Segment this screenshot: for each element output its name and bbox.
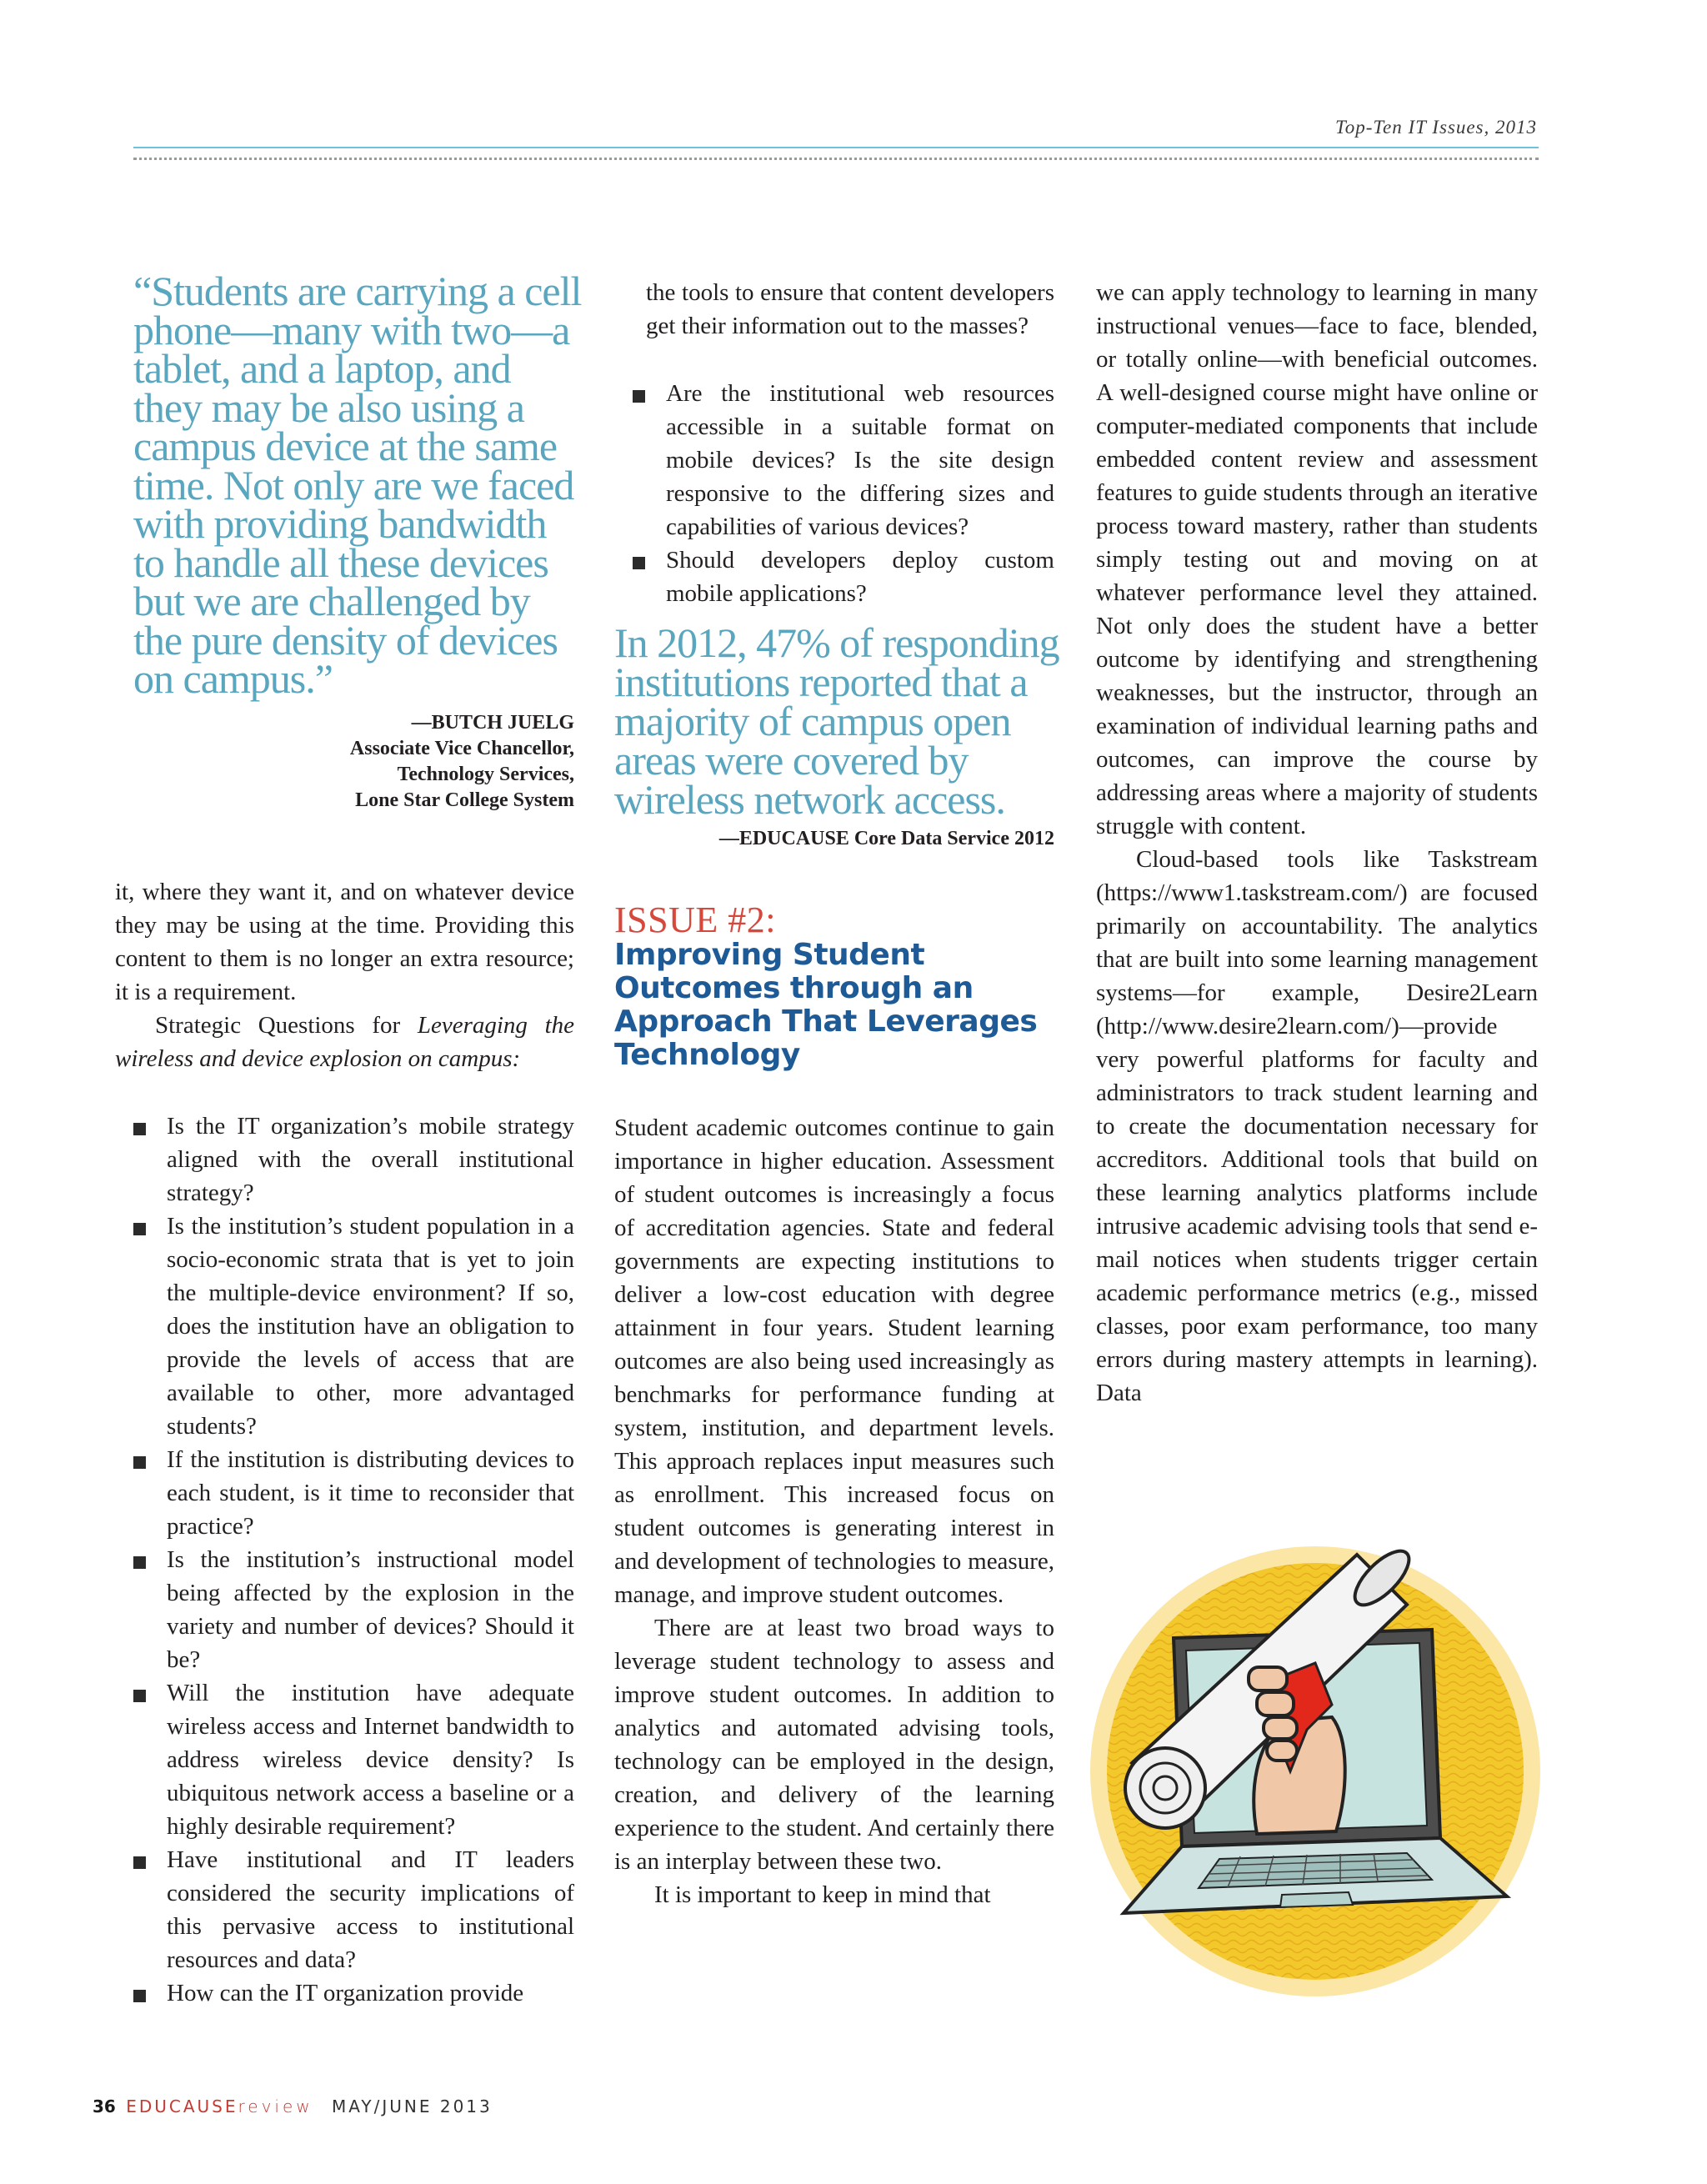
pull-quote-2: In 2012, 47% of responding institutions reported that a majority of campus open areas were covered by wireless network access. <box>614 619 1059 823</box>
issue-title: Improving Student Outcomes through an Approach That Leverages Technology <box>614 938 1038 1072</box>
diploma-laptop-illustration <box>1082 1538 1549 2005</box>
column2-body <box>614 1111 1054 1911</box>
body-paragraph: Student academic outcomes continue to gain importance in higher education. Assessment of student outcomes is increasingly a focus of accreditation agencies. State and federal governments are expecting institutions to deliver a low-cost education with degree attainment in four years. Student learning outcomes are also being used increasingly as benchmarks for performance funding at system, institution, and department levels. This approach replaces input measures such as enrollment. This increased focus on student outcomes is generating interest in and development of technologies to measure, manage, and improve student outcomes. <box>614 1115 1054 1608</box>
list-item: Should developers deploy custom mobile applications? <box>614 543 1054 610</box>
attribution-name: —BUTCH JUELG <box>411 712 574 734</box>
body-paragraph: Cloud-based tools like Taskstream (https://www1.taskstream.com/) are focused primarily on accountability. The analytics that are built into some learning management systems—for example, Desire2Learn (http://www.desire2learn.com/)—provide very powerful platforms for faculty and administrators to track student learning and to create the documentation necessary for accreditors. Additional tools that build on these learning analytics platforms include intrusive academic advising tools that send e-mail notices when students trigger certain academic performance metrics (e.g., missed classes, poor exam performance, too many errors during mastery attempts in learning). Data <box>1096 846 1538 1406</box>
pull-quote-1-attribution <box>275 710 574 814</box>
attribution-department: Technology Services, <box>397 764 574 785</box>
body-paragraph: There are at least two broad ways to leverage student technology to assess and improve student outcomes. In addition to analytics and automated advising tools, technology can be employed in the design, creation, and delivery of the learning experience to the student. And certainly there is an interplay between these two. <box>614 1615 1054 1875</box>
list-item: Is the institution’s instructional model being affected by the explosion in the variety and number of devices? Should it be? <box>115 1543 574 1676</box>
list-item: How can the IT organization provide <box>115 1976 574 2010</box>
strategic-questions-label: Strategic Questions for <box>155 1012 418 1039</box>
attribution-organization: Lone Star College System <box>355 789 574 811</box>
magazine-name: EDUCAUSE <box>126 2096 238 2116</box>
list-item: Is the institution’s student population in a socio-economic strata that is yet to join the multiple-device environment? If so, does the institution have an obligation to provide the levels of access that are available to other, more advantaged students? <box>115 1210 574 1443</box>
page-number: 36 <box>93 2096 116 2116</box>
pull-quote-1: “Students are carrying a cell phone—many with two—a tablet, and a laptop, and they may be also using a campus device at the same time. Not only are we faced with providing bandwidth to handle all these devices but we are challenged by the pure density of devices on campus.” <box>133 268 582 702</box>
list-item: If the institution is distributing devices to each student, is it time to reconsider that practice? <box>115 1443 574 1543</box>
list-item: Will the institution have adequate wireless access and Internet bandwidth to address wireless device density? Is ubiquitous network access a baseline or a highly desirable requirement? <box>115 1676 574 1843</box>
body-paragraph: It is important to keep in mind that <box>654 1881 991 1908</box>
body-paragraph: we can apply technology to learning in many instructional venues—face to face, blended, or totally online—with beneficial outcomes. A well-designed course might have online or computer-mediated components that include embedded content review and assessment features to guide students through an iterative process toward mastery, rather than students simply testing out and moving on at whatever performance level they attained. Not only does the student have a better outcome by identifying and strengthening weaknesses, but the instructor, through an examination of individual learning paths and outcomes, can improve the course by addressing areas where a majority of students struggle with content. <box>1096 279 1538 839</box>
attribution-title: Associate Vice Chancellor, <box>349 738 574 759</box>
strategic-questions-intro <box>115 1009 574 1075</box>
header-rule <box>133 147 1539 148</box>
running-head: Top-Ten IT Issues, 2013 <box>1335 117 1537 138</box>
column1-body <box>115 875 574 1075</box>
column2-continuation <box>646 276 1054 343</box>
column3-body <box>1096 276 1538 1410</box>
column1-question-list <box>115 1110 574 2010</box>
list-item: Are the institutional web resources accessible in a suitable format on mobile devices? Is the site design responsive to the differing sizes and capabilities of various devices? <box>614 377 1054 543</box>
column2-question-list <box>614 377 1054 610</box>
strategic-questions-topic: Leveraging the wireless and device explosion on campus: <box>115 1012 575 1072</box>
header-dotted-rule <box>133 158 1539 160</box>
pull-quote-2-attribution: —EDUCAUSE Core Data Service 2012 <box>718 828 1054 849</box>
issue-date: MAY/JUNE 2013 <box>332 2096 493 2116</box>
magazine-name-suffix: review <box>238 2096 313 2116</box>
list-item: Have institutional and IT leaders considered the security implications of this pervasive access to institutional resources and data? <box>115 1843 574 1976</box>
page-footer <box>93 2096 493 2116</box>
issue-number: ISSUE #2: <box>614 899 776 940</box>
body-paragraph: the tools to ensure that content developers get their information out to the masses? <box>646 279 1054 339</box>
list-item: Is the IT organization’s mobile strategy aligned with the overall institutional strategy? <box>115 1110 574 1210</box>
body-paragraph: it, where they want it, and on whatever device they may be using at the time. Providing this content to them is no longer an extra resource; it is a requirement. <box>115 879 574 1005</box>
